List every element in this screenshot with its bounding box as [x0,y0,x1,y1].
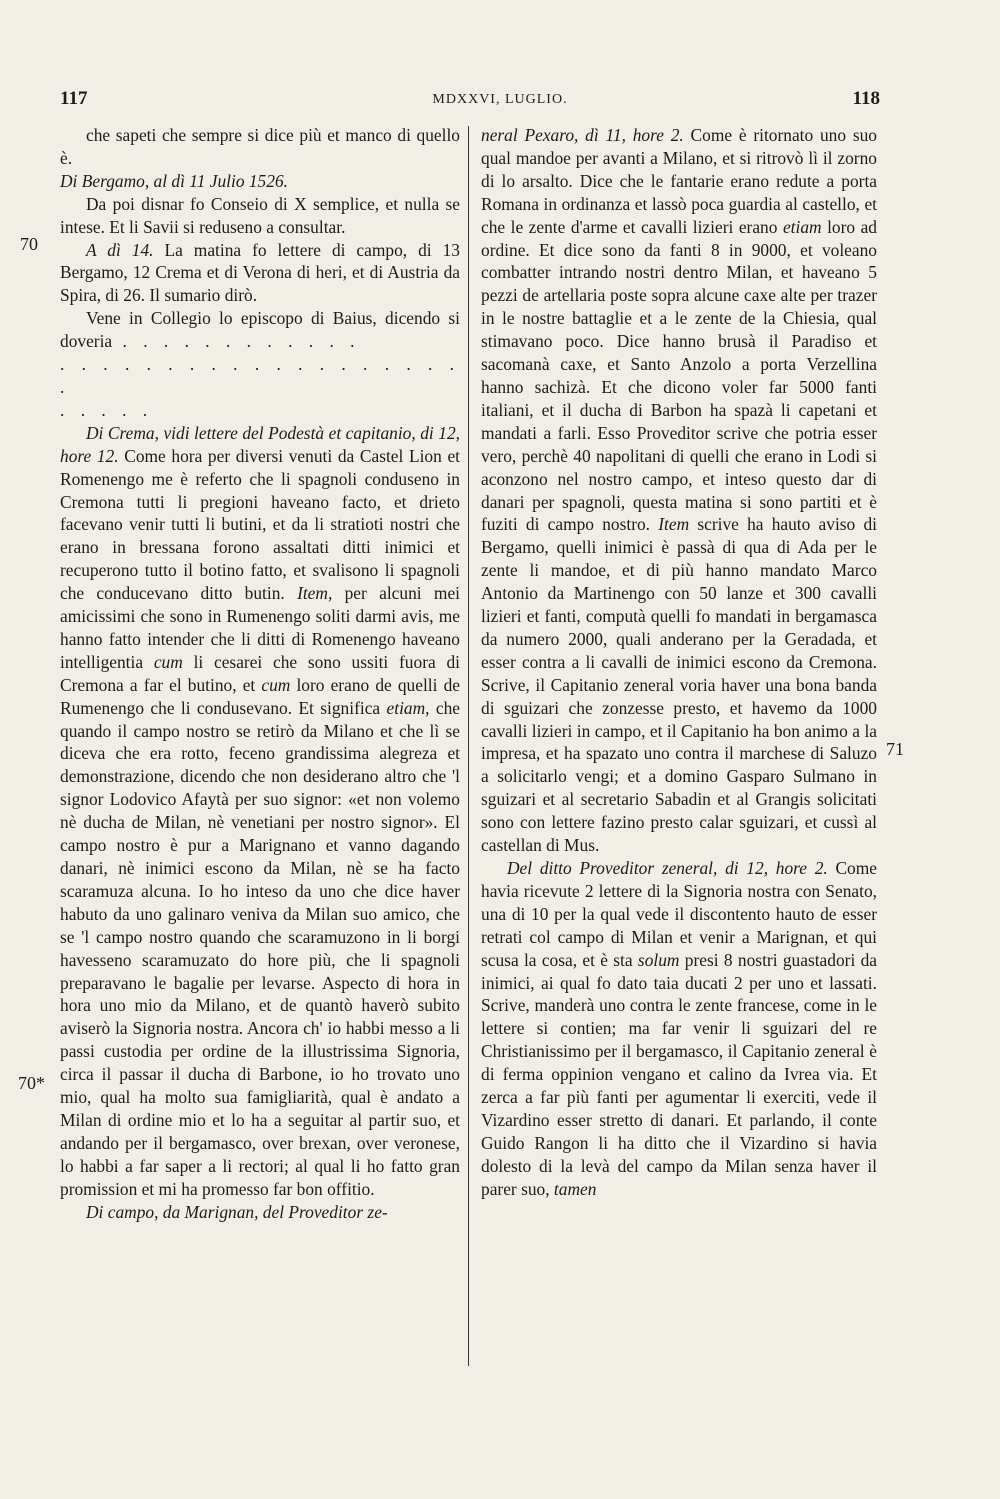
italic-word: etiam [782,216,822,237]
paragraph-text: Come hora per diversi venuti da Castel Lion et Romenengo me è referto che li spagnoli conduseno in Cremona tutti li pregioni haveano facto, et drieto facevano venir tutti li butini, et da li stratioti nostri che erano in bressana forono assaltati ditti inimici et recuperono tutto il botino fatto, et svalisono li spagnoli che conducevano ditto butin. [60,445,460,604]
paragraph-text: presi 8 nostri guastadori da inimici, ai qual fo dato taia ducati 2 per uno et lassati. Scrive, manderà uno contra le zente francese, come in le lettere si contien; ma far venir li sguizari del re Christianissimo per il bergamasco, il Capitanio zeneral è di ferma oppinion vengano et calino da Ivrea via. Et zerca a far più fanti per agumentar li exerciti, vede il Vizardino esser stretto di danari. Et parlando, il conte Guido Rangon li ha ditto che il Vizardino si havia dolesto di la levà del campo da Milan senza haver il parer suo, [481,949,877,1199]
date-heading: A dì 14. [86,239,154,260]
italic-word: Item [658,514,690,535]
section-heading: neral Pexaro, dì 11, hore 2. [481,125,684,145]
paragraph-text: La matina fo lettere di campo, di 13 Bergamo, 12 Crema et di Verona di heri, et di Austria da Spira, di 26. Il sumario dirò. [60,239,460,306]
section-heading: Di Crema, vidi lettere del Podestà et capitanio, di 12, hore 12. [60,422,460,466]
right-page-number: 118 [852,88,880,109]
margin-note-left-top: 70 [20,234,38,254]
italic-word: Item, [297,583,333,604]
paragraph-text: li cesarei che sono ussiti fuora di Cremona a far el butino, et [60,651,460,695]
paragraph [60,422,460,1201]
paragraph-text: Come havia ricevute 2 lettere di la Signoria nostra con Senato, una di 10 per la qual vede il discontento hauto de esser retrati col campo di Milan et venir a Marignan, et qui scusa la cosa, et è sta [481,858,877,970]
left-page-number: 117 [60,88,88,109]
lacuna-dots: . . . . . . . . . . . . . . . . . . . . [60,354,460,397]
section-heading: Di Bergamo, al dì 11 Julio 1526. [60,170,288,191]
lacuna-dots: . . . . . [60,399,154,420]
paragraph [481,124,877,857]
paragraph-text: loro ad ordine. Et dice sono da fanti 8 in 9000, et voleano combatter intrando nostri dentro Milan, et haveano 5 pezzi de artellaria poste sopra alcune caxe alte per trazer in le nostre battaglie et a le zente de la Chiesia, qual stimavano poco. Dice hanno brusà il Paradiso et sacomanà caxe, et Santo Anzolo a porta Verzellina hanno sachizà. Et che dicono voler far 5000 fanti italiani, et il ducha di Barbon ha spazà li capetani et mandati a farli. Esso Proveditor scrive che potria esser vero, perchè 40 napolitani di quelli che erano in Lodi si aconzono nel nostro campo, et inteso questo dar di danari per spagnoli, questa matina si sono partiti et è fuziti di campo nostro. [481,216,878,535]
column-divider [468,126,469,1366]
paragraph [481,857,877,1201]
paragraph [60,239,460,308]
paragraph-text: Come è ritornato uno suo qual mandoe per avanti a Milano, et si ritrovò lì il zorno di lo arsalto. Dice che le fantarie erano redute a porta Romana in ordinanza et lassò poca guardia al castello, et che le zente d'arme et cavalli lizieri erano [481,125,877,237]
paragraph-text: scrive ha hauto aviso di Bergamo, quelli inimici è passà di qua di Ada per le zente li mandoe, et di più hanno mandato Marco Antonio da Martinengo con 50 lanze et 300 cavalli lizieri et fanti, computà quelli fo mandati in bergamasca da numero 2000, quali anderano per la Geradada, et esser contra a li cavalli de inimici escono da Cremona. Scrive, il Capitanio zeneral voria haver una bona banda di sguizari che zonzesse presto, et havemo da 1000 cavalli lizieri in campo, et il Capitanio ha bon animo a la impresa, et ha spazato uno contra il marchese di Saluzo a solicitarlo vengi; et a domino Gasparo Sulmano in sguizari et al secretario Sabadin et al Grangis solicitati sono con lettere fazino presto calar sguizari, et cussì al castellan di Mus. [481,514,877,856]
italic-word: solum [637,949,680,970]
italic-word: cum [153,651,183,672]
right-column [481,124,877,1201]
paragraph-text: loro erano de quelli de Rumenengo che li condusevano. Et significa [60,674,460,718]
italic-word: etiam, [386,697,430,718]
section-heading: Del ditto Proveditor zeneral, di 12, hore 2. [507,858,828,878]
section-heading: Di campo, da Marignan, del Proveditor ze- [86,1201,388,1222]
paragraph-text: Vene in Collegio lo episcopo di Baius, dicendo si doveria [60,308,460,352]
paragraph: che sapeti che sempre si dice più et manco di quello è. [60,125,460,168]
lacuna-dots: . . . . . . . . . . . . [112,331,361,352]
margin-note-right: 71 [886,739,904,759]
italic-word: tamen [553,1178,597,1199]
margin-note-left-bottom: 70* [18,1073,45,1093]
italic-word: cum [261,674,291,695]
paragraph-text: per alcuni mei amicissimi che sono in Rumenengo soliti darmi avis, me hanno fatto intender che li ditti di Romenengo haveano intelligentia [60,583,460,672]
left-column [60,124,460,1224]
paragraph-text: che quando il campo nostro se retirò da Milano et che lì se diceva che era rotto, feceno grandissima alegreza et demonstrazione, dicendo che non desiderano altro che 'l signor Lodovico Afaytà per suo signor: «et non volemo nè ducha de Milan, nè venetiani per nostro signor». El campo nostro è pur a Marignano et vanno dagando danari, nè inimici escono da Milan, nè se ha facto scaramuza alcuna. Io ho inteso da uno che dice haver habuto da uno galinaro veniva da Milan suo amico, che se 'l campo nostro quando che scaramuzono in li borgi havesseno scaramuzato do hore più, che li spagnoli preparavano le bagalie per levarse. Aspecto di hora in hora uno mio da Milano, et de quantò haverò subito aviserò la Signoria nostra. Ancora ch' io habbi messo a li passi custodia per ordine de la illustrissima Signoria, circa il passar il ducha di Barbone, io ho trovato uno mio, qual ha molto sua famigliarità, qual è andato a Milan di ordine mio et lo ha a seguitar al partir suo, et andando per il bergamasco, over brexan, over veronese, lo habbi a far saper a li rectori; al qual li ho fatto gran promission et mi ha promesso far bon offitio. [60,697,460,1199]
running-title: MDXXVI, LUGLIO. [432,92,568,107]
paragraph [60,307,460,353]
paragraph: Da poi disnar fo Conseio di X semplice, et nulla se intese. Et li Savii si reduseno a consultar. [60,193,460,237]
